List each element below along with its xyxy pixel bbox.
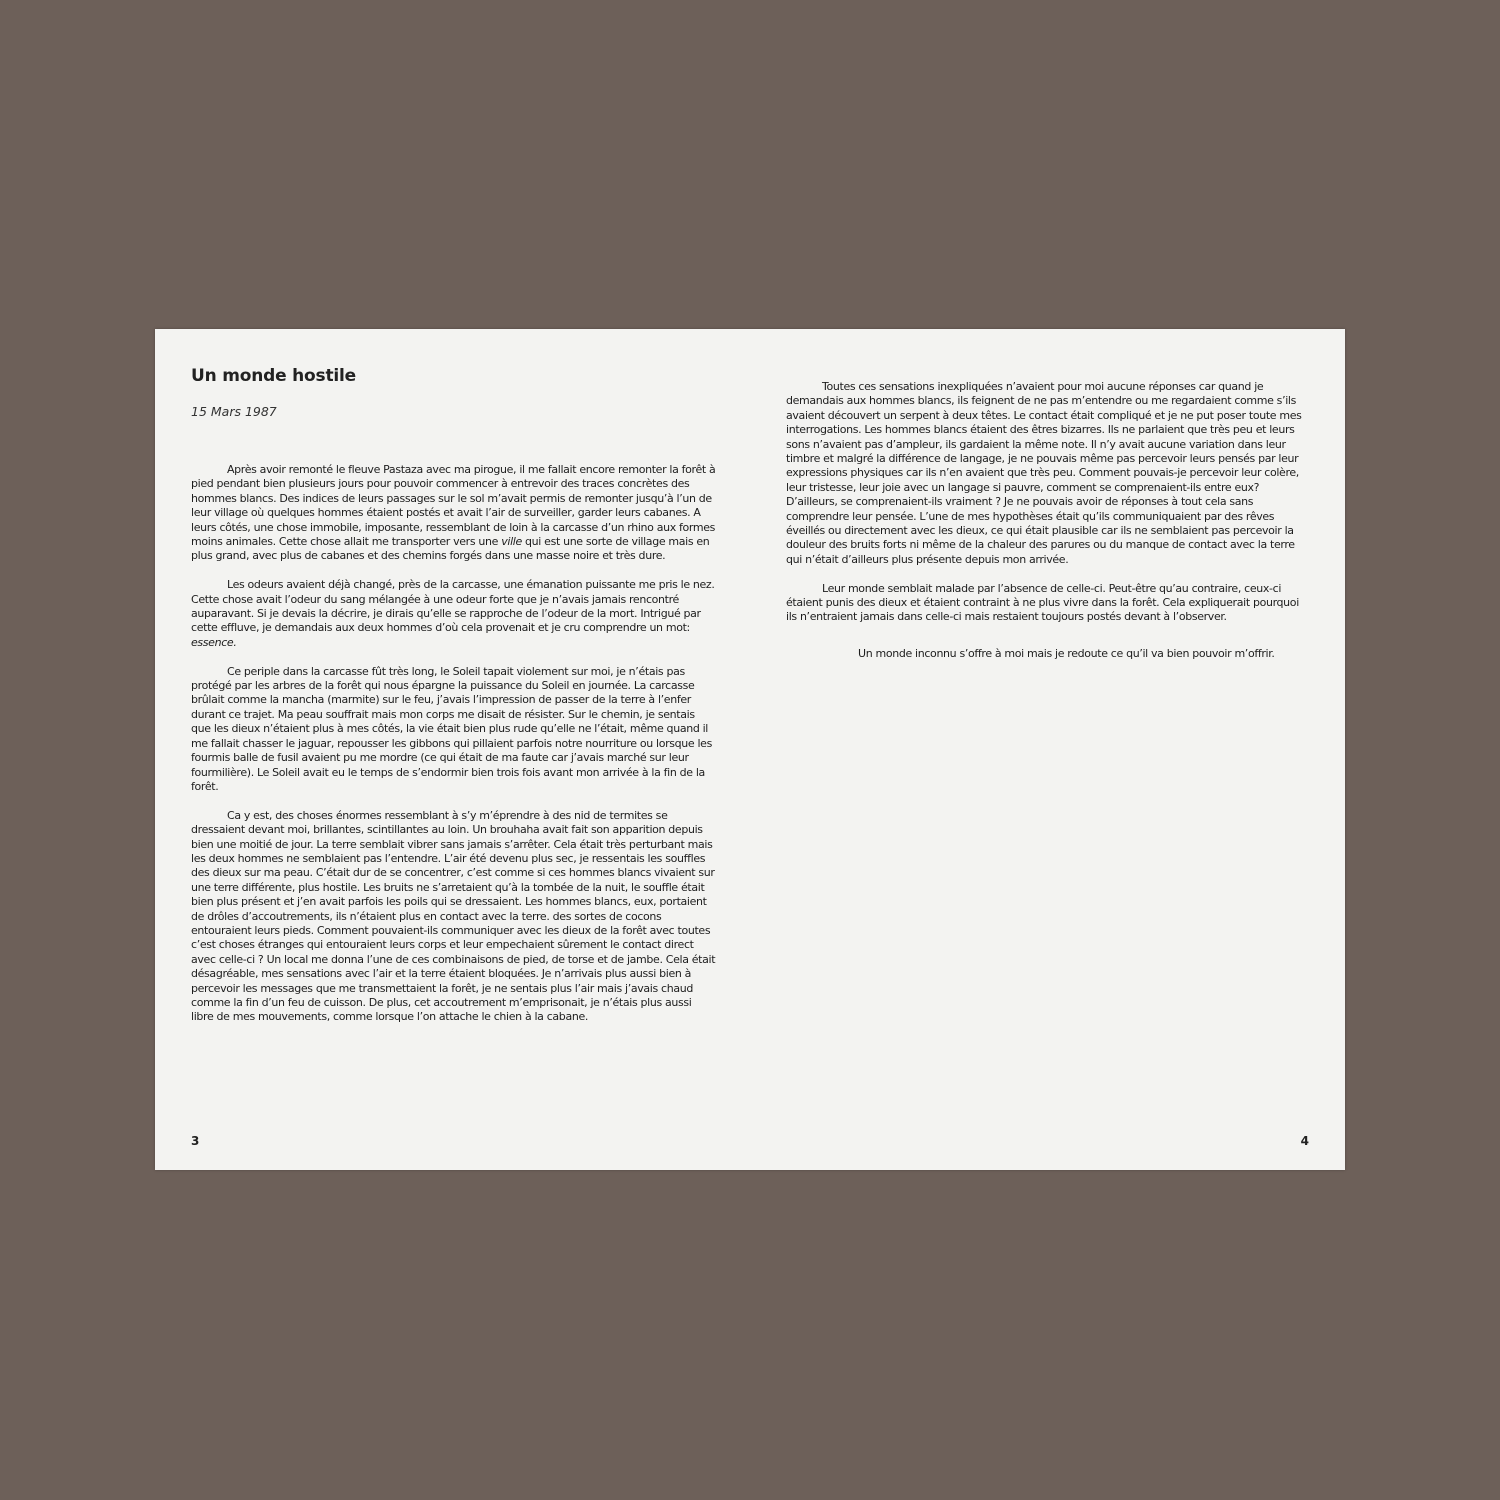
book-spread [155, 329, 1345, 1170]
paragraph-text: Ca y est, des choses énormes ressemblant à s’y m’éprendre à des nid de termites se dressaient devant moi, brillantes, scintillantes au loin. Un brouhaha avait fait son apparition depuis bien une moitié de jour. La terre semblait vibrer sans jamais s’arrêter. Cela était très perturbant mais les deux hommes ne semblaient pas l’entendre. L’air été devenu plus sec, je ressentais les souffles des dieux sur ma peau. C’était dur de se concentrer, c’est comme si ces hommes blancs vivaient sur une terre différente, plus hostile. Les bruits ne s’arretaient qu’à la tombée de la nuit, le souffle était bien plus présent et j’en avait parfois les poils qui se dressaient. Les hommes blancs, eux, portaient de drôles d’accoutrements, ils n’étaient plus en contact avec la terre. des sortes de cocons entouraient leurs pieds. Comment pouvaient-ils communiquer avec les dieux de la forêt avec toutes c’est choses étranges qui entouraient leurs corps et leur empechaient sûrement le contact direct avec celle-ci ? Un local me donna l’une de ces combinaisons de pied, de torse et de jambe. Cela était désagréable, mes sensations avec l’air et la terre étaient bloquées. Je n’arrivais plus aussi bien à percevoir les messages que me transmettaient la forêt, je ne sentais plus l’air mais j’avais chaud comme la fin d’un feu de cuisson. De plus, cet accoutrement m’emprisonait, je n’étais plus aussi libre de mes mouvements, comme lorsque l’on attache le chien à la cabane. [191, 808, 716, 1024]
paragraph-text: Les odeurs avaient déjà changé, près de la carcasse, une émanation puissante me pris le nez. Cette chose avait l’odeur du sang mélangée à une odeur forte que je n’avais jamais rencontré auparavant. Si je devais la décrire, je dirais qu’elle se rapproche de l’odeur de la mort. Intrigué par cette effluve, je demandais aux deux hommes d’où cela provenait et je cru comprendre un mot: [191, 578, 715, 635]
paragraph-text: Après avoir remonté le fleuve Pastaza avec ma pirogue, il me fallait encore remonter la forêt à pied pendant bien plusieurs jours pour pouvoir commencer à entrevoir des traces concrètes des hommes blancs. Des indices de leurs passages sur le sol m’avait permis de remonter jusqu’à l’un de leur village où quelques hommes étaient postés et avait l’air de surveiller, garder leurs cabanes. A leurs côtés, une chose immobile, imposante, ressemblant de loin à la carcasse d’un rhino aux formes moins animales. Cette chose allait me transporter vers une [191, 463, 716, 549]
emphasis-text: ville [501, 535, 522, 549]
left-page-body [191, 463, 717, 1039]
closing-line: Un monde inconnu s’offre à moi mais je redoute ce qu’il va bien pouvoir m’offrir. [858, 646, 1275, 660]
paragraph [191, 665, 717, 795]
page-number: 3 [191, 1134, 200, 1148]
paragraph [191, 578, 717, 650]
page-number: 4 [1300, 1134, 1309, 1148]
left-page [155, 329, 750, 1170]
right-page [750, 329, 1345, 1170]
paragraph: Leur monde semblait malade par l’absence de celle-ci. Peut-être qu’au contraire, ceux-ci étaient punis des dieux et étaient contraint à ne plus vivre dans la forêt. Cela expliquerait pourquoi ils n’entraient jamais dans celle-ci mais restaient toujours postés devant à l’observer. [786, 581, 1299, 624]
paragraph [191, 809, 717, 1025]
right-page-body [786, 380, 1308, 676]
emphasis-text: essence. [191, 635, 237, 649]
paragraph: Toutes ces sensations inexpliquées n’avaient pour moi aucune réponses car quand je demandais aux hommes blancs, ils feignent de ne pas m’entendre ou me regardaient comme s’ils avaient découvert un serpent à deux têtes. Le contact était compliqué et je ne put poser toute mes interrogations. Les hommes blancs étaient des êtres bizarres. Ils ne parlaient que très peu et leurs sons n’avaient pas d’ampleur, ils gardaient la même note. Il n’y avait aucune variation dans leur timbre et malgré la différence de langage, je ne pouvais même pas percevoir leurs pensés par leur expressions physiques car ils n’en avaient que très peu. Comment pouvais-je percevoir leur colère, leur tristesse, leur joie avec un langage si pauvre, comment se comprenaient-ils entre eux? D’ailleurs, se comprenaient-ils vraiment ? Je ne pouvais avoir de réponses à tout cela sans comprendre leur pensée. L’une de mes hypothèses était qu’ils communiquaient par des rêves éveillés ou directement avec les dieux, ce qui était plausible car ils ne semblaient pas percevoir la douleur des bruits forts ni même de la chaleur des parures ou du manque de contact avec la terre qui n’était d’ailleurs plus présente depuis mon arrivée. [786, 380, 1302, 566]
chapter-date: 15 Mars 1987 [191, 404, 277, 419]
paragraph-text: Ce periple dans la carcasse fût très long, le Soleil tapait violement sur moi, je n’étais pas protégé par les arbres de la forêt qui nous épargne la puissance du Soleil en journée. La carcasse brûlait comme la mancha (marmite) sur le feu, j’avais l’impression de passer de la terre à l’enfer durant ce trajet. Ma peau souffrait mais mon corps me disait de résister. Sur le chemin, je sentais que les dieux n’étaient plus à mes côtés, la vie était bien plus rude qu’elle ne l’était, même quand il me fallait chasser le jaguar, repousser les gibbons qui pillaient parfois notre nourriture ou lorsque les fourmis balle de fusil avaient pu me mordre (ce qui était de ma faute car j’avais marché sur leur fourmilière). Le Soleil avait eu le temps de s’endormir bien trois fois avant mon arrivée à la fin de la forêt. [191, 664, 712, 793]
paragraph [191, 463, 717, 564]
chapter-title: Un monde hostile [191, 366, 356, 386]
paragraph-text: qui est une sorte de village mais en plus grand, avec plus de cabanes et des chemins forgés dans une masse noire et très dure. [191, 535, 710, 563]
